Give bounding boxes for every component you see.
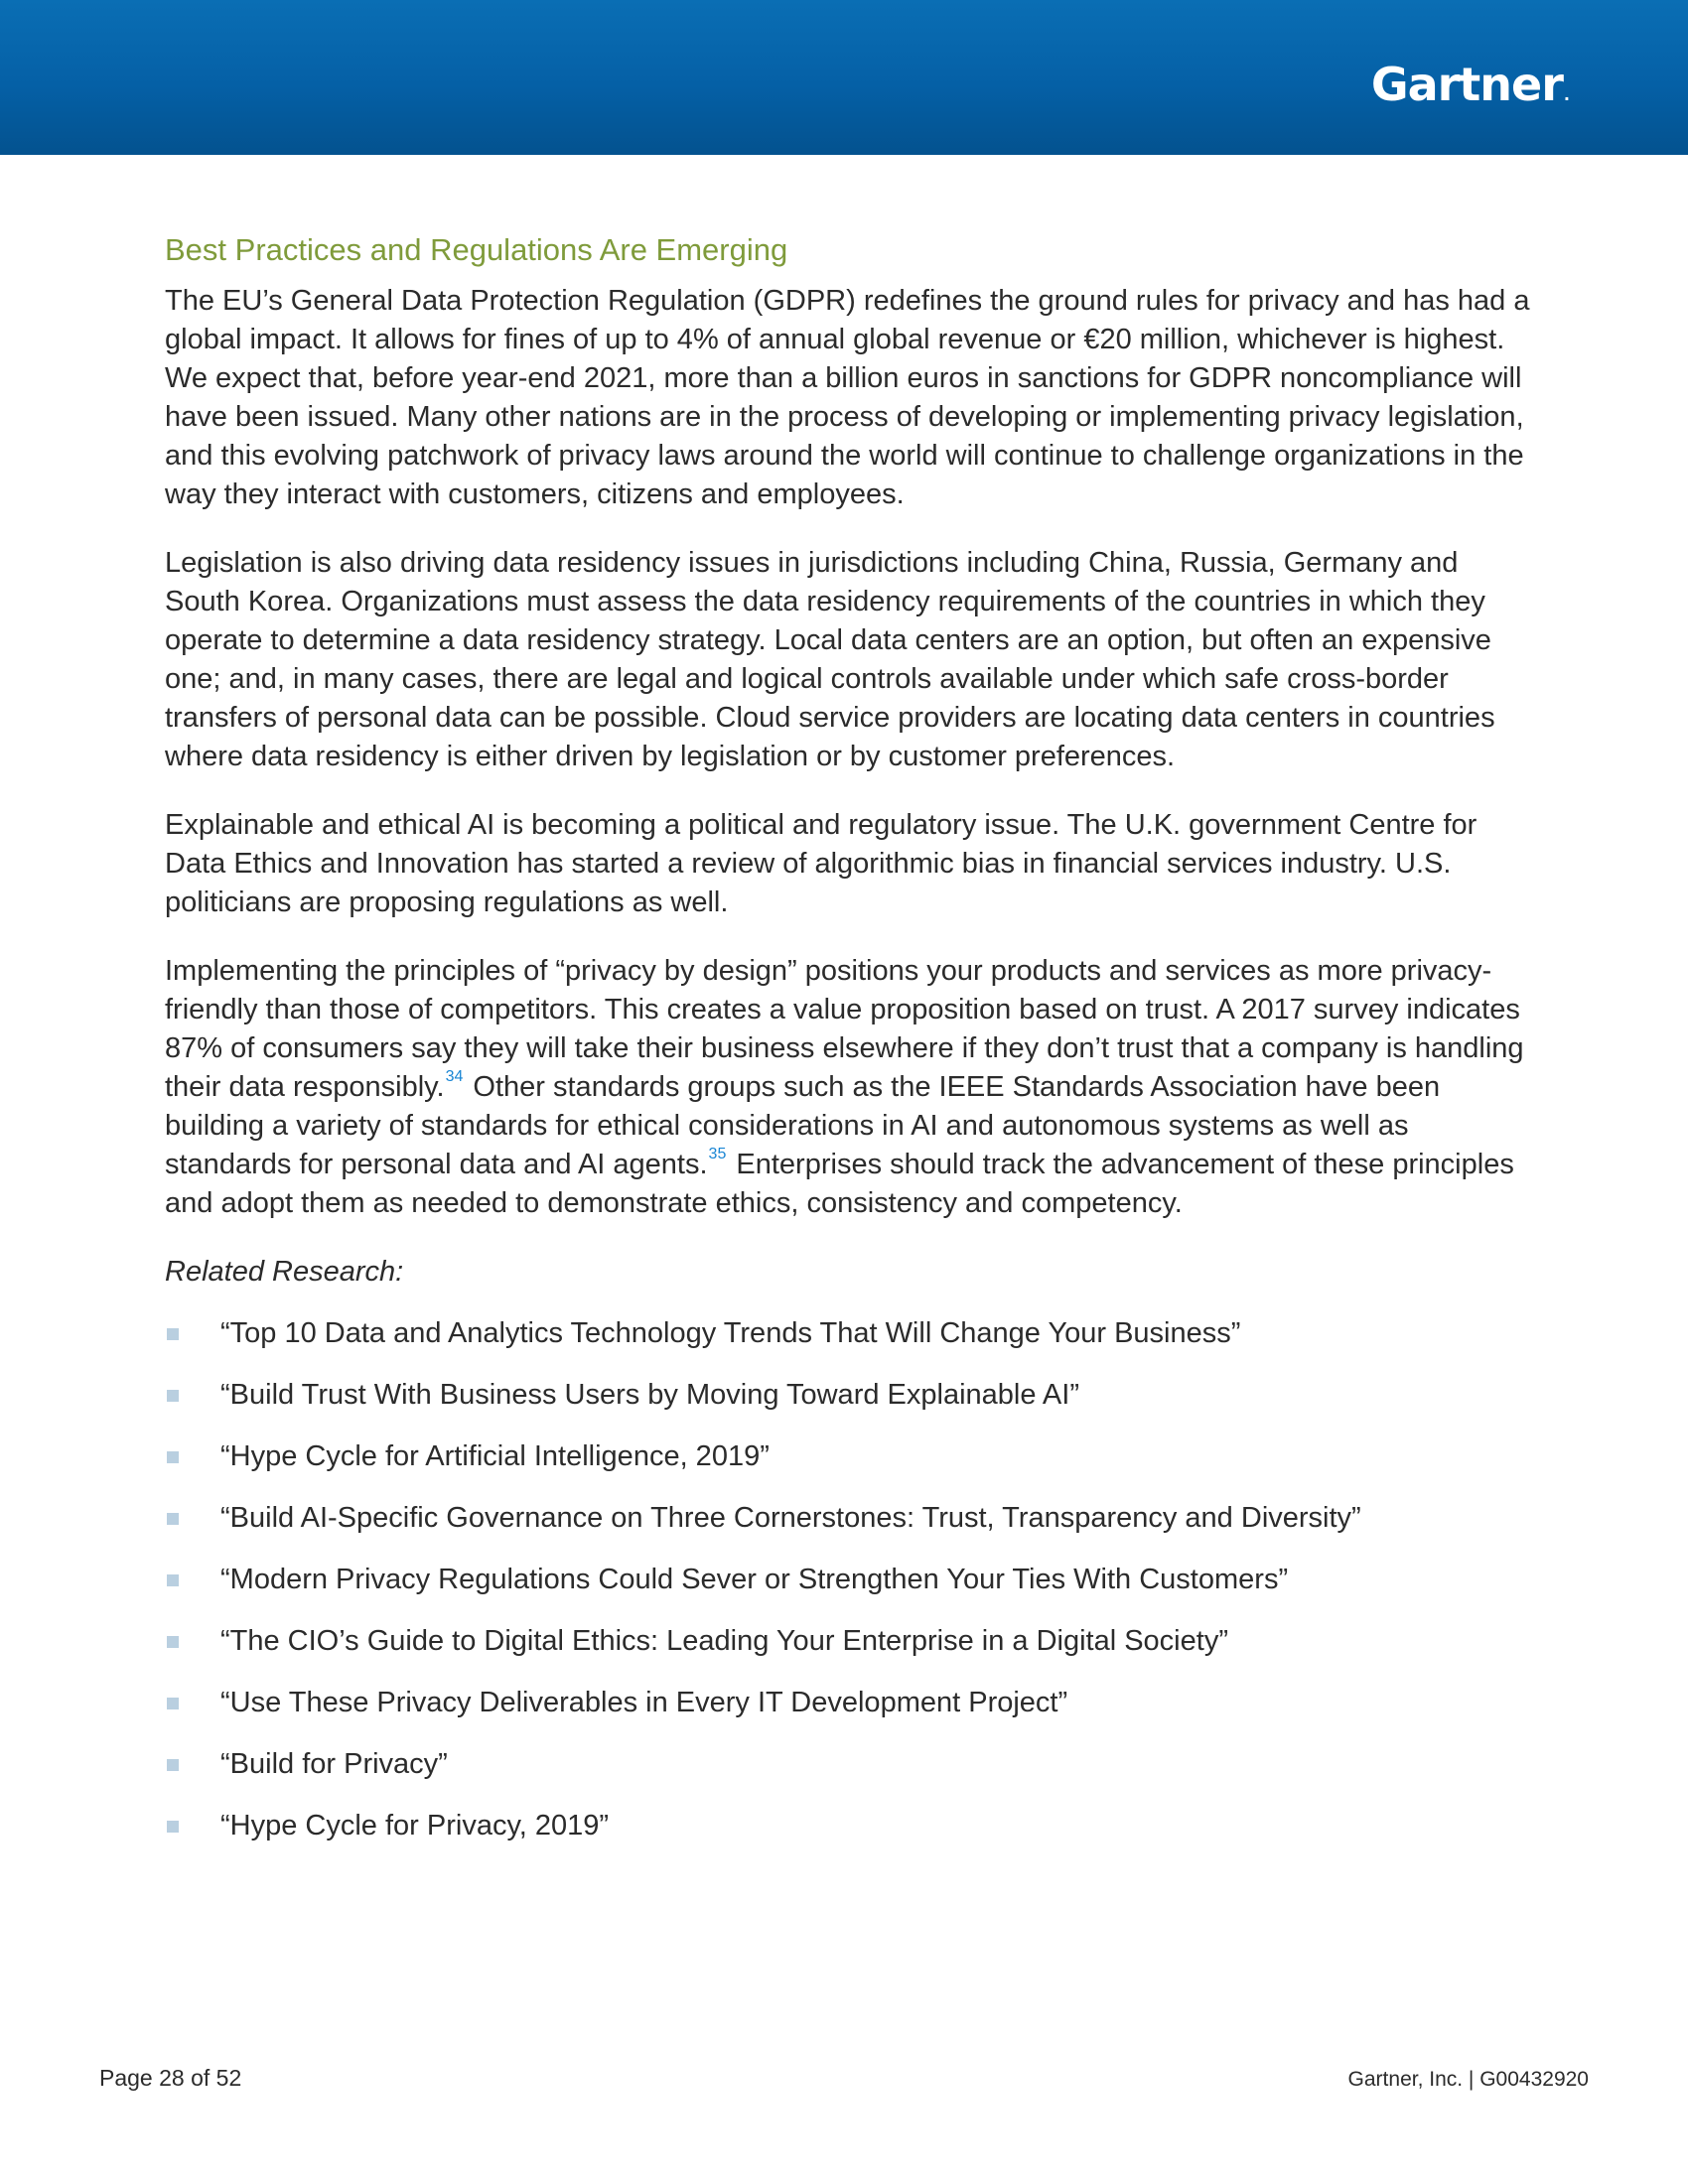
document-id: Gartner, Inc. | G00432920 bbox=[1347, 2068, 1589, 2091]
list-item bbox=[165, 1376, 1535, 1415]
paragraph-data-residency: Legislation is also driving data residency issues in jurisdictions including China, Russia, Germany and South Korea. Organizations must assess the data residency requirements of the countries in which they operate to determine a data residency strategy. Local data centers are an option, but often an expensive one; and, in many cases, there are legal and logical controls available under which safe cross-border transfers of personal data can be possible. Cloud service providers are locating data centers in countries where data residency is either driven by legislation or by customer preferences. bbox=[165, 547, 1495, 772]
square-bullet-icon bbox=[167, 1759, 179, 1771]
related-research-link[interactable]: “The CIO’s Guide to Digital Ethics: Leading Your Enterprise in a Digital Society” bbox=[220, 1625, 1228, 1657]
related-research-title: Related Research: bbox=[165, 1256, 404, 1288]
gartner-logo bbox=[1370, 58, 1569, 111]
footnote-link[interactable]: 34 bbox=[445, 1068, 464, 1086]
related-research-link[interactable]: “Build Trust With Business Users by Moving Toward Explainable AI” bbox=[220, 1379, 1079, 1411]
page-number: Page 28 of 52 bbox=[99, 2065, 242, 2091]
square-bullet-icon bbox=[167, 1574, 179, 1586]
square-bullet-icon bbox=[167, 1390, 179, 1402]
list-item bbox=[165, 1745, 1535, 1784]
section-heading: Best Practices and Regulations Are Emerging bbox=[165, 232, 788, 267]
list-item bbox=[165, 1807, 1535, 1845]
page-content bbox=[165, 230, 1535, 1868]
related-research-link[interactable]: “Hype Cycle for Artificial Intelligence, 2019” bbox=[220, 1440, 770, 1472]
square-bullet-icon bbox=[167, 1698, 179, 1709]
related-research-link[interactable]: “Hype Cycle for Privacy, 2019” bbox=[220, 1810, 610, 1842]
footnote-link[interactable]: 35 bbox=[708, 1146, 727, 1163]
related-research-link[interactable]: “Modern Privacy Regulations Could Sever or Strengthen Your Ties With Customers” bbox=[220, 1564, 1289, 1595]
list-item bbox=[165, 1314, 1535, 1353]
related-research-list bbox=[165, 1314, 1535, 1845]
list-item bbox=[165, 1684, 1535, 1722]
paragraph-gdpr: The EU’s General Data Protection Regulation (GDPR) redefines the ground rules for privacy and has had a global impact. It allows for fines of up to 4% of annual global revenue or €20 million, whichever is highest. We expect that, before year-end 2021, more than a billion euros in sanctions for GDPR noncompliance will have been issued. Many other nations are in the process of developing or implementing privacy legislation, and this evolving patchwork of privacy laws around the world will continue to challenge organizations in the way they interact with customers, citizens and employees. bbox=[165, 285, 1530, 510]
paragraph-text: Enterprises should track the advancement of these principles and adopt them as needed to demonstrate ethics, consistency and competency. bbox=[165, 1149, 1514, 1219]
list-item bbox=[165, 1437, 1535, 1476]
logo-dot: . bbox=[1563, 85, 1569, 104]
square-bullet-icon bbox=[167, 1451, 179, 1463]
paragraph-explainable-ai: Explainable and ethical AI is becoming a political and regulatory issue. The U.K. government Centre for Data Ethics and Innovation has started a review of algorithmic bias in financial services industry. U.S. politicians are proposing regulations as well. bbox=[165, 809, 1477, 918]
related-research-link[interactable]: “Use These Privacy Deliverables in Every IT Development Project” bbox=[220, 1687, 1068, 1718]
square-bullet-icon bbox=[167, 1821, 179, 1833]
related-research-link[interactable]: “Build AI-Specific Governance on Three Cornerstones: Trust, Transparency and Diversity” bbox=[220, 1502, 1361, 1534]
list-item bbox=[165, 1499, 1535, 1538]
paragraph-privacy-by-design bbox=[165, 952, 1535, 1223]
square-bullet-icon bbox=[167, 1513, 179, 1525]
paragraph-text: Implementing the principles of “privacy by design” positions your products and services as more privacy-friendly than those of competitors. This creates a value proposition based on trust. A 2017 survey indicates 87% of consumers say they will take their business elsewhere if they don’t trust that a company is handling their data responsibly. bbox=[165, 955, 1524, 1103]
square-bullet-icon bbox=[167, 1636, 179, 1648]
header-bar bbox=[0, 0, 1688, 155]
list-item bbox=[165, 1561, 1535, 1599]
related-research-link[interactable]: “Top 10 Data and Analytics Technology Trends That Will Change Your Business” bbox=[220, 1317, 1241, 1349]
logo-text: Gartner bbox=[1370, 58, 1563, 111]
related-research-link[interactable]: “Build for Privacy” bbox=[220, 1748, 448, 1780]
paragraph-text: Other standards groups such as the IEEE Standards Association have been building a variety of standards for ethical considerations in AI and autonomous systems as well as standards for personal data and AI agents. bbox=[165, 1071, 1441, 1180]
list-item bbox=[165, 1622, 1535, 1661]
square-bullet-icon bbox=[167, 1328, 179, 1340]
